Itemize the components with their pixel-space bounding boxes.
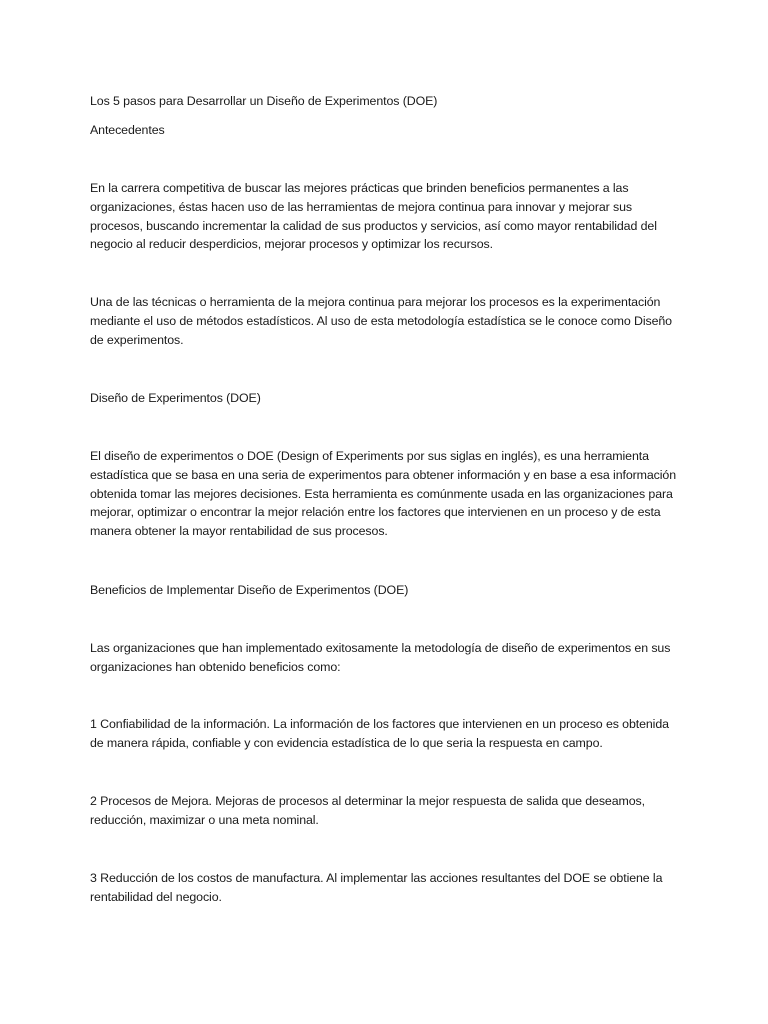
document-title: Los 5 pasos para Desarrollar un Diseño de Experimentos (DOE) xyxy=(90,94,438,108)
heading-antecedentes: Antecedentes xyxy=(90,123,165,137)
heading-diseno-experimentos: Diseño de Experimentos (DOE) xyxy=(90,391,261,405)
paragraph-4: Las organizaciones que han implementado exitosamente la metodología de diseño de experimentos en sus organizaciones han obtenido beneficios como: xyxy=(90,641,671,674)
heading-beneficios: Beneficios de Implementar Diseño de Experimentos (DOE) xyxy=(90,583,409,597)
paragraph-3: El diseño de experimentos o DOE (Design of Experiments por sus siglas en inglés), es una herramienta estadística que se basa en una seria de experimentos para obtener información y en base a esa información obtenida tomar las mejores decisiones. Esta herramienta es comúnmente usada en las organizaciones para mejorar, optimizar o encontrar la mejor relación entre los factores que intervienen en un proceso y de esta manera obtener la mayor rentabilidad de sus procesos. xyxy=(90,449,676,539)
benefit-item-3: 3 Reducción de los costos de manufactura. Al implementar las acciones resultantes del DOE se obtiene la rentabilidad del negocio. xyxy=(90,871,663,904)
paragraph-2: Una de las técnicas o herramienta de la mejora continua para mejorar los procesos es la experimentación mediante el uso de métodos estadísticos. Al uso de esta metodología estadística se le conoce como Diseño de experimentos. xyxy=(90,295,672,347)
benefit-item-1: 1 Confiabilidad de la información. La información de los factores que intervienen en un proceso es obtenida de manera rápida, confiable y con evidencia estadística de lo que seria la respuesta en campo. xyxy=(90,717,669,750)
benefit-item-2: 2 Procesos de Mejora. Mejoras de procesos al determinar la mejor respuesta de salida que deseamos, reducción, maximizar o una meta nominal. xyxy=(90,794,645,827)
paragraph-1: En la carrera competitiva de buscar las mejores prácticas que brinden beneficios permanentes a las organizaciones, éstas hacen uso de las herramientas de mejora continua para innovar y mejorar sus procesos, buscando incrementar la calidad de sus productos y servicios, así como mayor rentabilidad del negocio al reducir desperdicios, mejorar procesos y optimizar los recursos. xyxy=(90,181,657,252)
